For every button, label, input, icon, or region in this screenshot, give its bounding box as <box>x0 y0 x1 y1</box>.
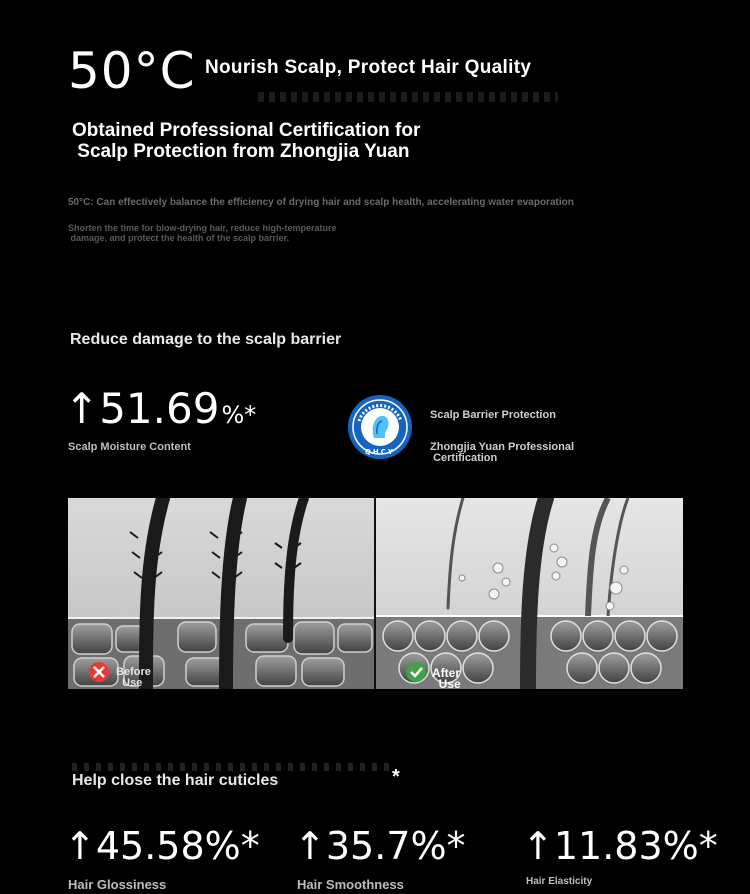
elasticity-stat <box>522 824 718 868</box>
before-use-label <box>116 667 151 689</box>
up-arrow-icon: ↑ <box>294 824 326 868</box>
ghost-line-decoration-2 <box>72 763 392 771</box>
description-line-2a: Shorten the time for blow-drying hair, reduce high-temperature <box>68 223 337 233</box>
after-use-label <box>432 668 461 690</box>
cert-label-zhongjia <box>430 442 574 464</box>
up-arrow-icon: ↑ <box>522 824 554 868</box>
headline: Nourish Scalp, Protect Hair Quality <box>205 57 532 78</box>
up-arrow-icon: ↑ <box>64 824 96 868</box>
description-line-2b: damage, and protect the health of the scalp barrier. <box>70 233 290 243</box>
certification-line-2: Scalp Protection from Zhongjia Yuan <box>77 141 410 162</box>
certification-badge-icon <box>347 394 413 460</box>
certification-heading <box>72 120 420 162</box>
moisture-label: Scalp Moisture Content <box>68 441 191 453</box>
badge-text: QHCY <box>364 448 396 456</box>
elasticity-value: 11.83%* <box>553 824 718 868</box>
temperature-title: 50°C <box>68 42 196 100</box>
before-use-line-1: Before <box>116 666 151 678</box>
before-use-line-2: Use <box>122 677 143 689</box>
smoothness-label: Hair Smoothness <box>297 877 404 892</box>
up-arrow-icon: ↑ <box>64 384 100 433</box>
ghost-line-decoration <box>258 92 558 102</box>
smoothness-value: 35.7%* <box>325 824 466 868</box>
after-use-line-1: After <box>432 666 461 680</box>
glossiness-value: 45.58%* <box>95 824 260 868</box>
description-line-2 <box>68 223 337 243</box>
glossiness-label: Hair Glossiness <box>68 877 167 892</box>
moisture-stat <box>64 384 256 433</box>
footnote-star: * <box>392 766 400 788</box>
cuticle-section-title: Help close the hair cuticles <box>72 772 279 789</box>
moisture-value: 51.69 <box>99 384 220 433</box>
moisture-suffix: %* <box>221 401 257 429</box>
glossiness-stat <box>64 824 260 868</box>
after-use-line-2: Use <box>438 677 461 691</box>
before-after-comparison-image <box>68 498 683 689</box>
description-line-1: 50°C: Can effectively balance the efficiency of drying hair and scalp health, accelerating water evaporation <box>68 197 574 208</box>
smoothness-stat <box>294 824 466 868</box>
cert-label-zhongjia-line-1: Zhongjia Yuan Professional <box>430 441 575 453</box>
elasticity-label: Hair Elasticity <box>526 876 593 887</box>
certification-line-1: Obtained Professional Certification for <box>72 120 421 141</box>
cert-label-zhongjia-line-2: Certification <box>433 452 498 464</box>
after-check-icon <box>406 662 426 682</box>
cert-label-barrier: Scalp Barrier Protection <box>430 409 556 421</box>
barrier-section-title: Reduce damage to the scalp barrier <box>70 331 342 348</box>
